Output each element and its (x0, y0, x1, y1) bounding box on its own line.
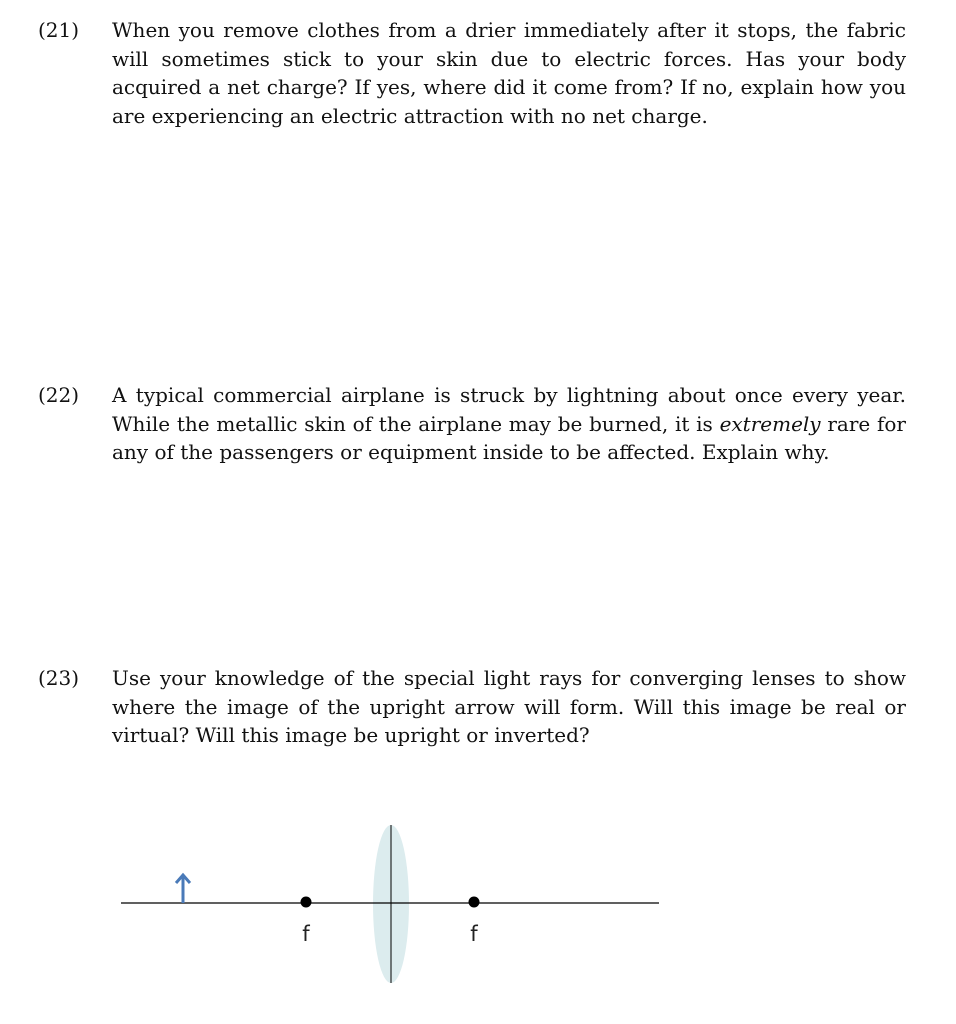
question-number: (22) (38, 383, 80, 407)
focal-label-left: f (302, 922, 310, 946)
question-text (112, 381, 906, 467)
focal-label-right: f (470, 922, 478, 946)
question-text-before: A typical commercial airplane is struck by lightning about once every year. While the metallic skin of the airplane may be burned, it is (112, 383, 906, 436)
question-text: When you remove clothes from a drier immediately after it stops, the fabric will sometimes stick to your skin due to electric forces. Has your body acquired a net charge? If yes, where did it come from? If no, explain how you are experiencing an electric attraction with no net charge. (112, 18, 906, 128)
question-text-emphasis: extremely (719, 411, 821, 436)
focal-point-left (301, 897, 312, 908)
question-text-after: rare for any of the passengers or equipment inside to be affected. Explain why. (112, 411, 906, 464)
question-number: (21) (38, 18, 80, 42)
converging-lens-diagram (110, 815, 670, 995)
focal-point-right (469, 897, 480, 908)
question-number: (23) (38, 666, 80, 690)
upright-arrow-object (176, 875, 190, 903)
question-text: Use your knowledge of the special light rays for converging lenses to show where the image of the upright arrow will form. Will this image be real or virtual? Will this image be upright or inverted? (112, 666, 906, 747)
